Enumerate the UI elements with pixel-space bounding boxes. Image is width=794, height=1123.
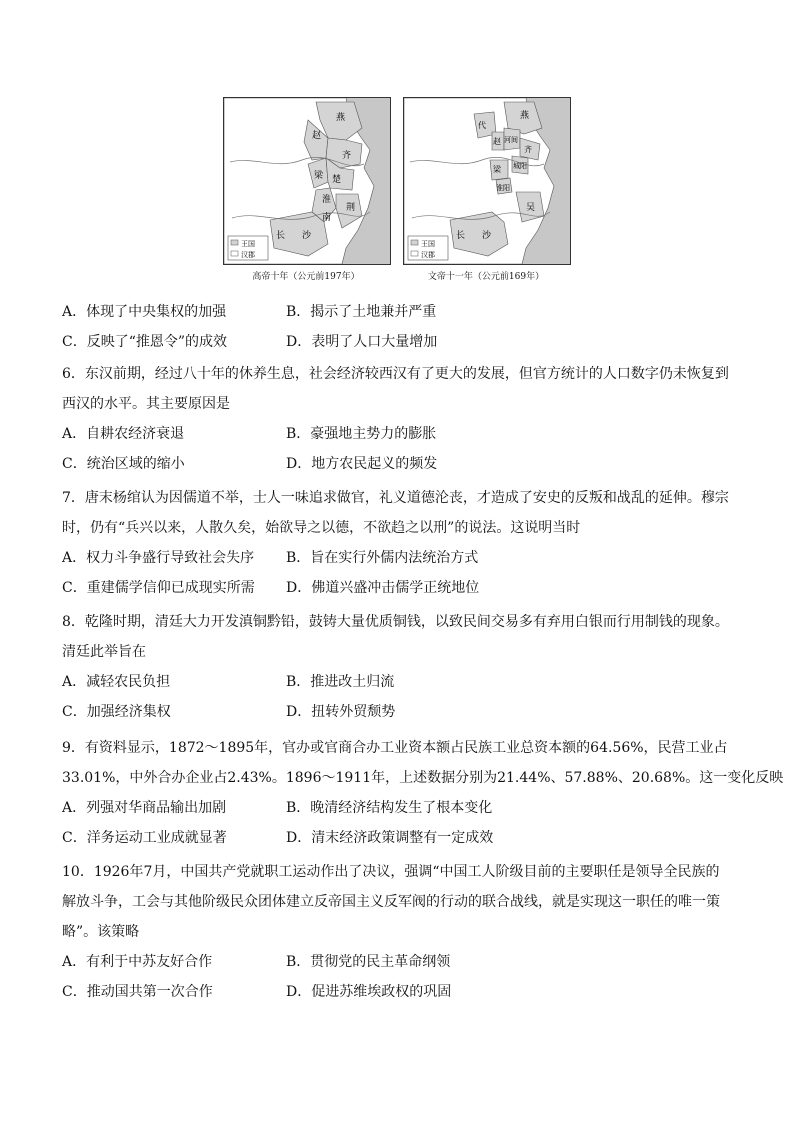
q10-option-b[interactable]: B．贯彻党的民主革命纲领 — [286, 954, 451, 970]
legend-kingdom: 王国 — [241, 240, 255, 248]
question-7 — [62, 483, 742, 603]
question-8 — [62, 607, 742, 727]
q10-option-a[interactable]: A．有利于中苏友好合作 — [62, 954, 213, 970]
question-9 — [62, 733, 784, 853]
map-wendi-drawing — [404, 98, 570, 264]
map-label: 城阳 — [513, 162, 527, 170]
q6-stem-line: 6．东汉前期，经过八十年的休养生息，社会经济较西汉有了更大的发展，但官方统计的人口数字仍未恢复到 — [62, 366, 729, 382]
map-label: 沙 — [482, 231, 492, 241]
q8-stem-line: 8．乾隆时期，清廷大力开发滇铜黔铅，鼓铸大量优质铜钱，以致民间交易多有弃用白银而行用制钱的现象。 — [62, 614, 729, 630]
map-label: 吴 — [526, 203, 536, 213]
map-gaodi — [223, 97, 391, 265]
map-label: 赵 — [312, 131, 322, 141]
historical-maps-figure — [223, 97, 569, 282]
q8-option-a[interactable]: A．减轻农民负担 — [62, 674, 171, 690]
q10-option-c[interactable]: C．推动国共第一次合作 — [62, 984, 213, 1000]
q8-stem-line: 清廷此举旨在 — [62, 644, 146, 660]
q6-stem-line: 西汉的水平。其主要原因是 — [62, 396, 230, 412]
map-label: 齐 — [342, 151, 352, 161]
map-label: 梁 — [314, 171, 324, 181]
map-label: 荆 — [346, 203, 356, 213]
legend-commandery: 汉郡 — [421, 251, 435, 259]
legend-commandery: 汉郡 — [241, 251, 255, 259]
map-label: 河间 — [504, 136, 518, 144]
q10-option-d[interactable]: D．促进苏维埃政权的巩固 — [286, 984, 452, 1000]
question-10 — [62, 857, 742, 1007]
q5-option-c[interactable]: C．反映了“推恩令”的成效 — [62, 334, 228, 350]
legend-kingdom: 王国 — [421, 240, 435, 248]
q5-option-a[interactable]: A．体现了中央集权的加强 — [62, 304, 227, 320]
map-label: 燕 — [336, 113, 346, 123]
map-label: 燕 — [520, 111, 530, 121]
map-label: 沙 — [302, 231, 312, 241]
q5-option-d[interactable]: D．表明了人口大量增加 — [286, 334, 438, 350]
map-label: 淮阳 — [496, 184, 510, 192]
q9-stem-line: 33.01%，中外合办企业占2.43%。1896～1911年，上述数据分别为21.44%、57.88%、20.68%。这一变化反映 — [62, 770, 784, 786]
q9-option-d[interactable]: D．清末经济政策调整有一定成效 — [286, 830, 494, 846]
q9-option-b[interactable]: B．晚清经济结构发生了根本变化 — [286, 800, 493, 816]
q7-option-b[interactable]: B．旨在实行外儒内法统治方式 — [286, 550, 479, 566]
q9-option-a[interactable]: A．列强对华商品输出加剧 — [62, 800, 227, 816]
q10-stem-line: 解放斗争，工会与其他阶级民众团体建立反帝国主义反军阀的行动的联合战线，就是实现这一职任的唯一策 — [62, 894, 720, 910]
q6-option-b[interactable]: B．豪强地主势力的膨胀 — [286, 426, 437, 442]
map-gaodi-drawing — [224, 98, 390, 264]
q10-stem-line: 略”。该策略 — [62, 924, 140, 940]
map-caption-gaodi: 高帝十年（公元前197年） — [252, 272, 360, 282]
q9-option-c[interactable]: C．洋务运动工业成就显著 — [62, 830, 227, 846]
q6-option-c[interactable]: C．统治区域的缩小 — [62, 456, 185, 472]
q7-option-c[interactable]: C．重建儒学信仰已成现实所需 — [62, 580, 255, 596]
map-label: 长 — [276, 231, 286, 241]
q9-stem-line: 9．有资料显示，1872～1895年，官办或官商合办工业资本额占民族工业总资本额的64.56%，民营工业占 — [62, 740, 728, 756]
q5-option-b[interactable]: B．揭示了土地兼并严重 — [286, 304, 437, 320]
q6-option-d[interactable]: D．地方农民起义的频发 — [286, 456, 438, 472]
map-label: 楚 — [332, 175, 342, 185]
q6-option-a[interactable]: A．自耕农经济衰退 — [62, 426, 185, 442]
q8-option-c[interactable]: C．加强经济集权 — [62, 704, 171, 720]
map-caption-wendi: 文帝十一年（公元前169年） — [427, 272, 545, 282]
q7-stem-line: 时，仍有“兵兴以来，人散久矣，始欲导之以德，不欲趋之以刑”的说法。这说明当时 — [62, 520, 581, 536]
q8-option-d[interactable]: D．扭转外贸颓势 — [286, 704, 396, 720]
map-label: 南 — [322, 213, 332, 223]
map-label: 梁 — [493, 165, 501, 174]
q10-stem-line: 10．1926年7月，中国共产党就职工运动作出了决议，强调“中国工人阶级目前的主要职任是领导全民族的 — [62, 864, 720, 880]
map-label: 赵 — [493, 137, 501, 146]
q7-option-a[interactable]: A．权力斗争盛行导致社会失序 — [62, 550, 255, 566]
q7-stem-line: 7．唐末杨绾认为因儒道不举，士人一味追求做官，礼义道德沦丧，才造成了安史的反叛和战乱的延伸。穆宗 — [62, 490, 729, 506]
map-label: 长 — [456, 231, 466, 241]
question-5 — [62, 297, 742, 357]
question-6 — [62, 359, 742, 479]
q8-option-b[interactable]: B．推进改土归流 — [286, 674, 395, 690]
map-label: 齐 — [524, 145, 532, 154]
q7-option-d[interactable]: D．佛道兴盛冲击儒学正统地位 — [286, 580, 480, 596]
map-label: 淮 — [322, 195, 332, 205]
map-wendi — [403, 97, 571, 265]
map-label: 代 — [478, 121, 486, 130]
